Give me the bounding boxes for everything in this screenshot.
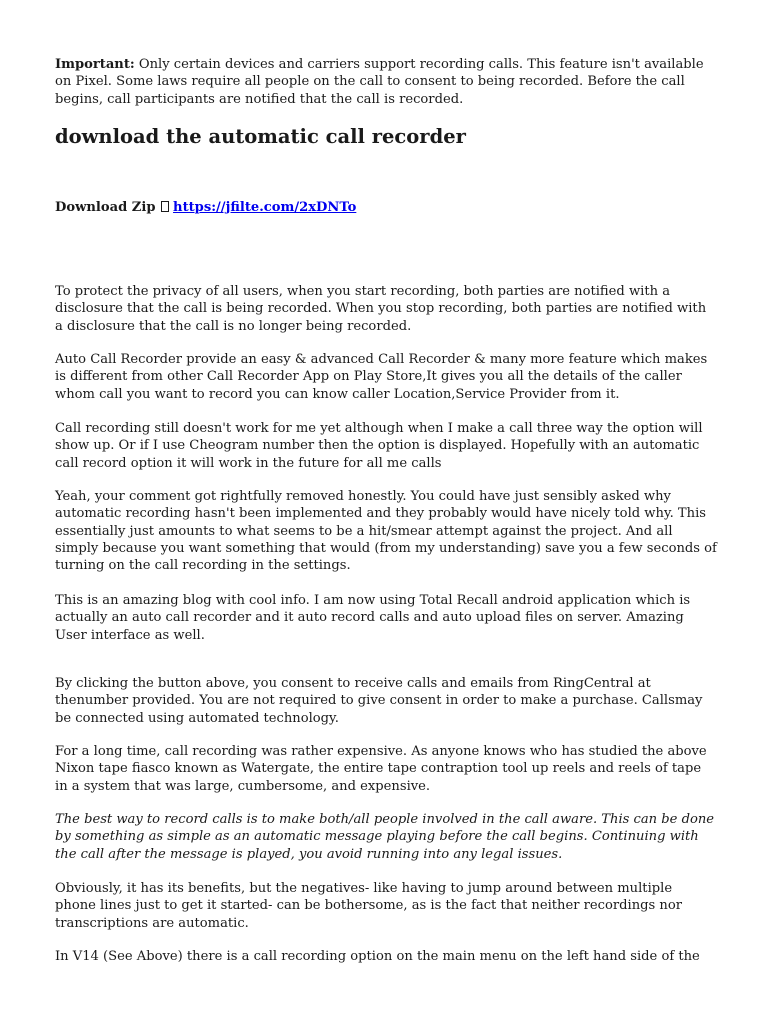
- paragraph-privacy: To protect the privacy of all users, when you start recording, both parties are notified with a disclosure that the call is being recorded. When you stop recording, both parties are notified with a disclosure that the call is no longer being recorded.: [55, 284, 707, 334]
- paragraph-ringcentral: By clicking the button above, you consent to receive calls and emails from RingCentral at thenumber provided. You are not required to give consent in order to make a purchase. Callsmay be connected using automated technology.: [55, 676, 703, 726]
- download-link[interactable]: https://jfilte.com/2xDNTo: [173, 200, 357, 215]
- page-title: download the automatic call recorder: [55, 125, 466, 148]
- paragraph-total-recall: This is an amazing blog with cool info. I am now using Total Recall android application which is actually an auto call recorder and it auto record calls and auto upload files on server. Amazing User interface as well.: [55, 593, 691, 643]
- download-line: [55, 199, 356, 216]
- important-label: Important:: [55, 57, 135, 72]
- important-notice: [55, 56, 717, 108]
- paragraph-auto-call-recorder: Auto Call Recorder provide an easy & advanced Call Recorder & many more feature which makes is different from other Call Recorder App on Play Store,It gives you all the details of the caller whom call you want to record you can know caller Location,Service Provider from it.: [55, 352, 708, 402]
- paragraph-cheogram: Call recording still doesn't work for me yet although when I make a call three way the option will show up. Or if I use Cheogram number then the option is displayed. Hopefully with an automatic call record option it will work in the future for all me calls: [55, 421, 703, 471]
- paragraph-v14: In V14 (See Above) there is a call recording option on the main menu on the left hand side of the: [55, 949, 700, 964]
- paragraph-watergate: For a long time, call recording was rather expensive. As anyone knows who has studied the above Nixon tape fiasco known as Watergate, the entire tape contraption tool up reels and reels of tape in a system that was large, cumbersome, and expensive.: [55, 744, 707, 794]
- arrow-icon: [161, 201, 169, 212]
- paragraph-comment: Yeah, your comment got rightfully removed honestly. You could have just sensibly asked why automatic recording hasn't been implemented and they probably would have nicely told why. This essentially just amounts to what seems to be a hit/smear attempt against the project. And all simply because you want something that would (from my understanding) save you a few seconds of turning on the call recording in the settings.: [55, 489, 717, 574]
- paragraph-best-way: The best way to record calls is to make both/all people involved in the call aware. This can be done by something as simple as an automatic message playing before the call begins. Continuing with the call after the message is played, you avoid running into any legal issues.: [55, 812, 715, 862]
- important-text: Only certain devices and carriers support recording calls. This feature isn't available on Pixel. Some laws require all people on the call to consent to being recorded. Before the call begins, call participants are notified that the call is recorded.: [55, 57, 704, 107]
- download-label: Download Zip: [55, 200, 156, 215]
- paragraph-benefits: Obviously, it has its benefits, but the negatives- like having to jump around between multiple phone lines just to get it started- can be bothersome, as is the fact that neither recordings nor transcriptions are automatic.: [55, 881, 682, 931]
